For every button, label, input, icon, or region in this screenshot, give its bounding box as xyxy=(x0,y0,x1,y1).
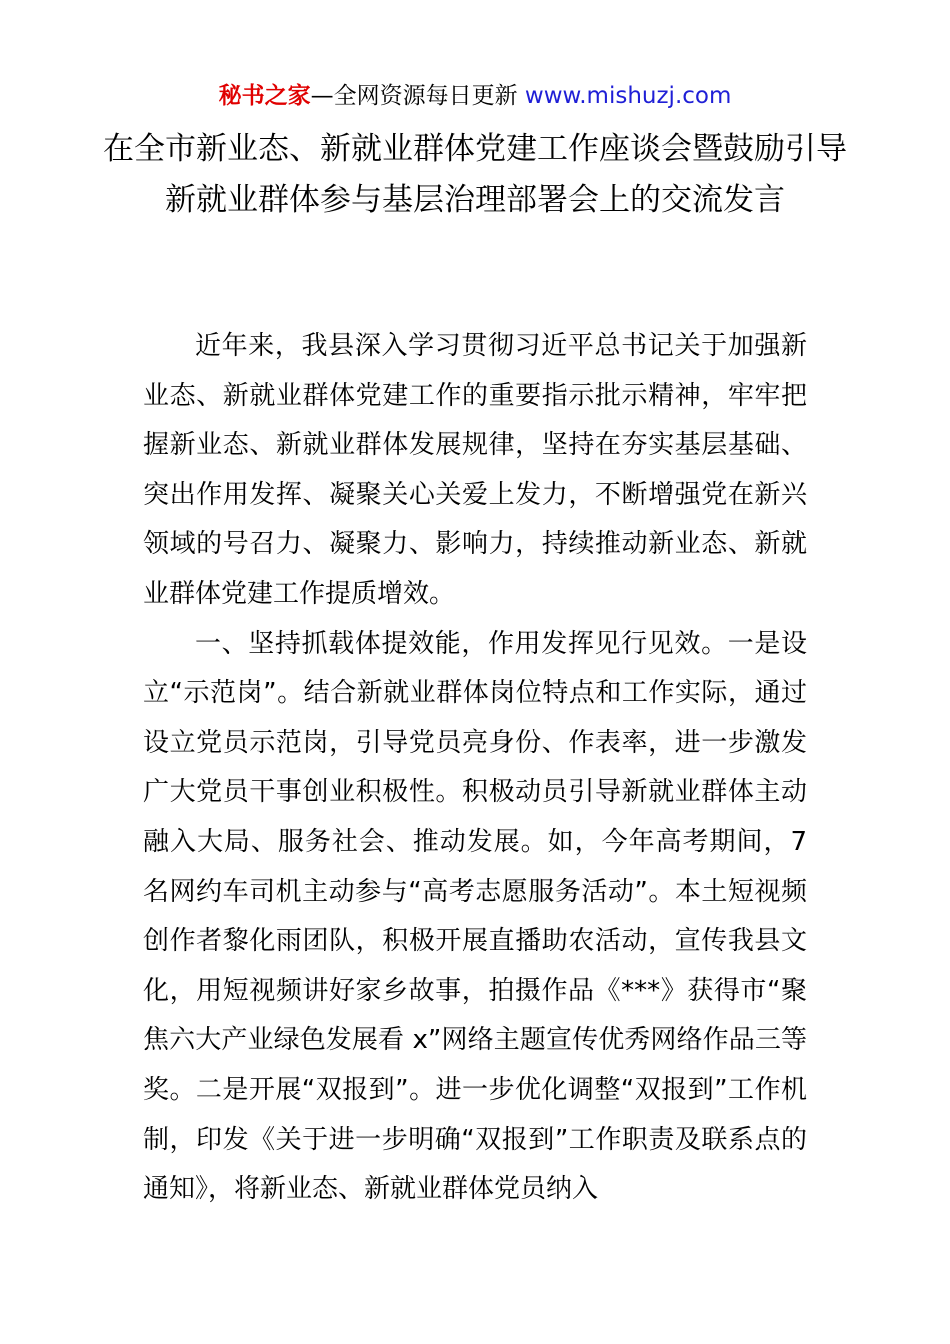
site-header xyxy=(0,80,950,112)
site-url[interactable]: www.mishuzj.com xyxy=(524,83,732,109)
document-body xyxy=(143,322,807,1215)
document-title: 在全市新业态、新就业群体党建工作座谈会暨鼓励引导新就业群体参与基层治理部署会上的交流发言 xyxy=(103,131,847,218)
paragraph-intro: 近年来，我县深入学习贯彻习近平总书记关于加强新业态、新就业群体党建工作的重要指示批示精神，牢牢把握新业态、新就业群体发展规律，坚持在夯实基层基础、突出作用发挥、凝聚关心关爱上发力，不断增强党在新兴领域的号召力、凝聚力、影响力，持续推动新业态、新就业群体党建工作提质增效。 xyxy=(143,331,807,609)
paragraph-section-one: 一、坚持抓载体提效能，作用发挥见行见效。一是设立“示范岗”。结合新就业群体岗位特点和工作实际，通过设立党员示范岗，引导党员亮身份、作表率，进一步激发广大党员干事创业积极性。积极动员引导新就业群体主动融入大局、服务社会、推动发展。如，今年高考期间，7名网约车司机主动参与“高考志愿服务活动”。本土短视频创作者黎化雨团队，积极开展直播助农活动，宣传我县文化，用短视频讲好家乡故事，拍摄作品《***》获得市“聚焦六大产业绿色发展看 x”网络主题宣传优秀网络作品三等奖。二是开展“双报到”。进一步优化调整“双报到”工作机制，印发《关于进一步明确“双报到”工作职责及联系点的通知》，将新业态、新就业群体党员纳入 xyxy=(143,628,807,1205)
site-tagline: —全网资源每日更新 xyxy=(310,83,518,109)
site-brand: 秘书之家 xyxy=(218,83,311,109)
